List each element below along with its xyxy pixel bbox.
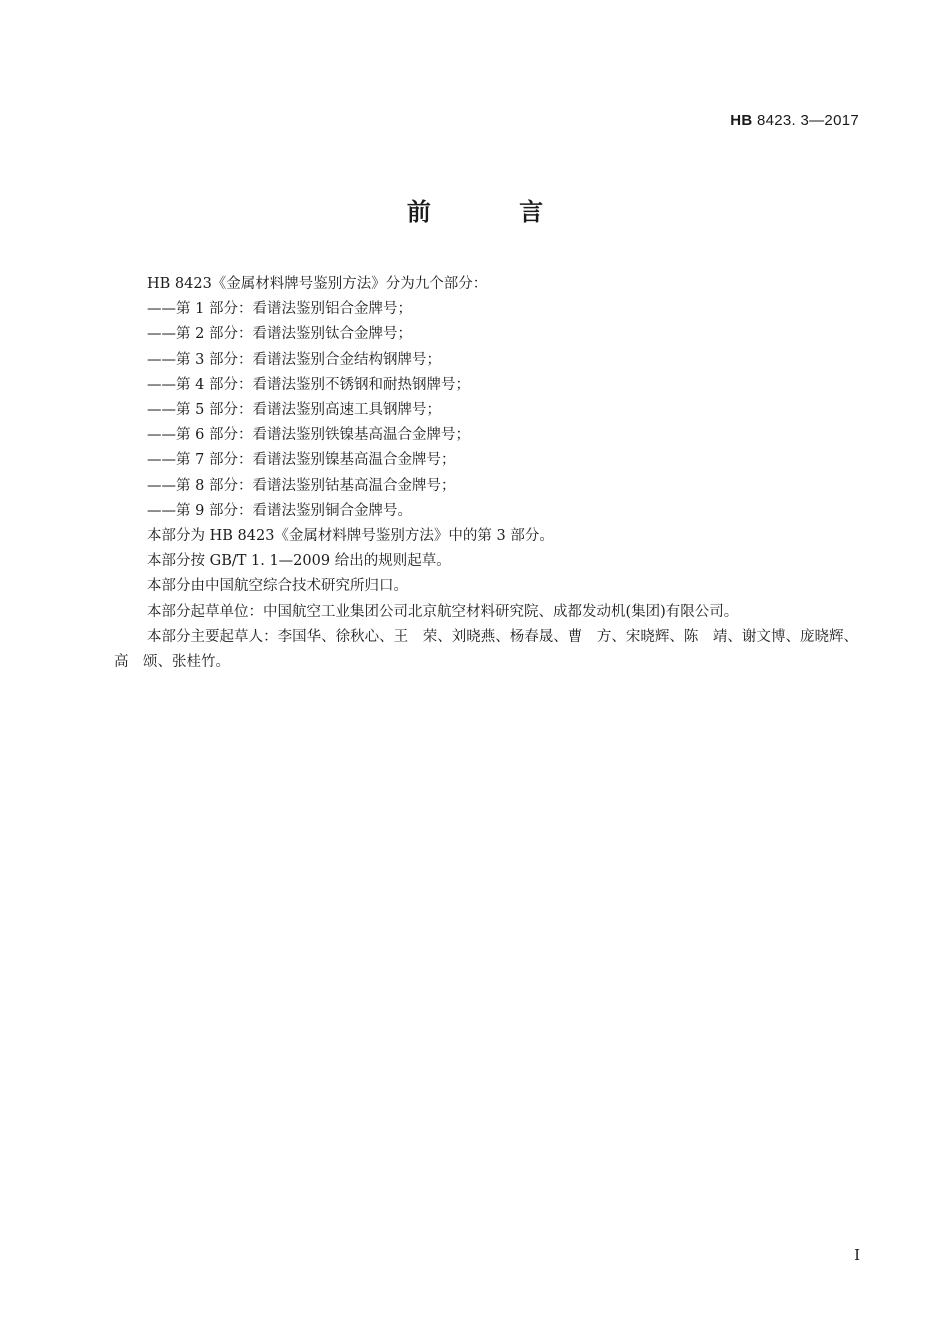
paragraph-intro: HB 8423《金属材料牌号鉴别方法》分为九个部分：: [147, 276, 488, 292]
list-item-part-8: ——第 8 部分：看谱法鉴别钴基高温合金牌号；: [147, 477, 456, 494]
foreword-body: [114, 272, 858, 675]
paragraph-drafters: 本部分主要起草人：李国华、徐秋心、王 荣、刘晓燕、杨春晟、曹 方、宋晓辉、陈 靖、谢文博、庞晓辉、高 颂、张桂竹。: [114, 628, 858, 671]
list-item-part-1: ——第 1 部分：看谱法鉴别铝合金牌号；: [147, 301, 412, 318]
paragraph-drafting-rules: 本部分按 GB/T 1. 1—2009 给出的规则起草。: [147, 553, 451, 570]
list-item-part-5: ——第 5 部分：看谱法鉴别高速工具钢牌号；: [147, 402, 441, 419]
page-number: I: [854, 1246, 860, 1264]
list-item-part-3: ——第 3 部分：看谱法鉴别合金结构钢牌号；: [147, 351, 441, 368]
list-item-part-2: ——第 2 部分：看谱法鉴别钛合金牌号；: [147, 326, 412, 343]
list-item-part-9: ——第 9 部分：看谱法鉴别铜合金牌号。: [147, 502, 412, 519]
list-item-part-7: ——第 7 部分：看谱法鉴别镍基高温合金牌号；: [147, 452, 456, 469]
paragraph-drafting-units: 本部分起草单位：中国航空工业集团公司北京航空材料研究院、成都发动机(集团)有限公司。: [147, 603, 739, 620]
document-code-number: 8423. 3—2017: [752, 112, 859, 129]
list-item-part-4: ——第 4 部分：看谱法鉴别不锈钢和耐热钢牌号；: [147, 376, 470, 393]
paragraph-responsible-org: 本部分由中国航空综合技术研究所归口。: [147, 578, 408, 595]
page-title: 前 言: [406, 198, 584, 226]
list-item-part-6: ——第 6 部分：看谱法鉴别铁镍基高温合金牌号；: [147, 427, 470, 444]
document-code: [730, 112, 859, 129]
paragraph-part-statement: 本部分为 HB 8423《金属材料牌号鉴别方法》中的第 3 部分。: [147, 528, 554, 545]
document-code-prefix: HB: [730, 112, 753, 129]
